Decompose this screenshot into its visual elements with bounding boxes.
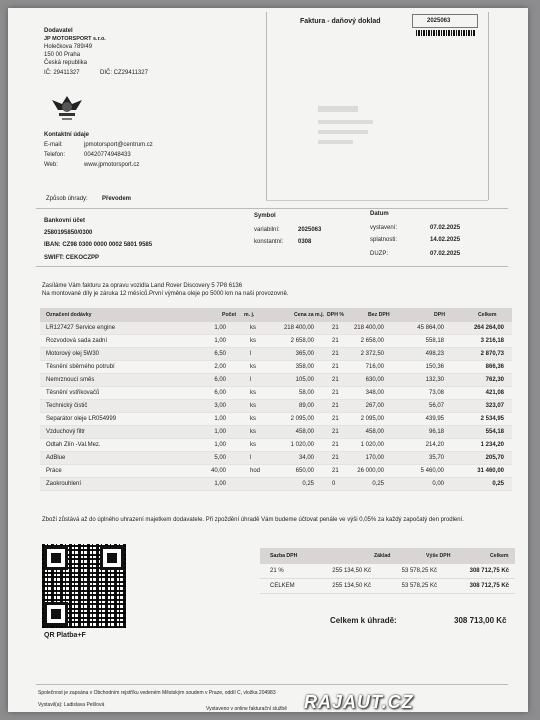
cell-unit: ks <box>250 416 256 422</box>
total-due-label: Celkem k úhradě: <box>330 616 397 625</box>
cell-base: 630,00 <box>365 377 384 383</box>
vat-summary-row <box>260 579 515 594</box>
cell-unit: ks <box>250 442 256 448</box>
supplier-dic: DIČ: CZ29411327 <box>100 70 148 76</box>
cell-vat-pct: 21 <box>332 442 339 448</box>
cell-name: Nemrznoucí směs <box>46 377 95 383</box>
cell-qty: 5,00 <box>214 455 226 461</box>
cell-name: Práce <box>46 468 62 474</box>
due-date-label: splatnosti: <box>370 237 398 243</box>
cell-total: 421,08 <box>485 390 504 396</box>
cell-qty: 1,00 <box>214 325 226 331</box>
vat-summary-body <box>260 564 515 594</box>
cell-name: LR127427 Service engine <box>46 325 116 331</box>
cell-qty: 1,00 <box>214 338 226 344</box>
bank-iban: IBAN: CZ98 0300 0000 0002 5801 9585 <box>44 242 153 248</box>
table-row <box>40 426 512 439</box>
cell-vat-pct: 21 <box>332 429 339 435</box>
cell-name: Těsnění vstřikovačů <box>46 390 100 396</box>
table-row <box>40 439 512 452</box>
cell-vat: 35,70 <box>428 455 444 461</box>
cell-total: 3 216,18 <box>480 338 504 344</box>
ownership-note: Zboží zůstává až do úplného uhrazení majetkem dodavatele. Při zpoždění úhradě Vám budeme účtovat penále ve výši 0,05% za každý započatý den prodlení. <box>42 517 464 523</box>
cell-base: 716,00 <box>365 364 384 370</box>
cell-vat: 214,20 <box>425 442 444 448</box>
vat-summary-header <box>260 548 515 564</box>
total-due-value: 308 713,00 Kč <box>454 616 507 625</box>
cell-name: Zaokrouhlení <box>46 481 82 487</box>
cell-qty: 6,00 <box>214 390 226 396</box>
table-row <box>40 361 512 374</box>
cell-price: 0,25 <box>302 481 314 487</box>
table-row <box>40 452 512 465</box>
table-row <box>40 413 512 426</box>
cell-unit: ks <box>250 403 256 409</box>
col-qty-header: Počet <box>222 312 237 318</box>
cell-base: 2 372,50 <box>360 351 384 357</box>
cell-vat: 73,08 <box>428 390 444 396</box>
cell-price: 2 095,00 <box>290 416 314 422</box>
supplier-city: 150 00 Praha <box>44 52 81 58</box>
cell-name: Těsnění sběrného potrubí <box>46 364 115 370</box>
vat-cell-total: 308 712,75 Kč <box>469 568 509 574</box>
vat-summary-table <box>260 548 515 594</box>
cell-name: Technický čistič <box>46 403 88 409</box>
col-unit-header: m. j. <box>244 312 255 318</box>
vat-cell-rate: CELKEM <box>270 583 295 589</box>
cell-price: 218 400,00 <box>283 325 314 331</box>
contacts-heading: Kontaktní údaje <box>44 132 90 138</box>
cell-total: 554,18 <box>485 429 504 435</box>
supplier-country: Česká republika <box>44 60 88 66</box>
stamp-ghost <box>308 96 378 166</box>
cell-base: 0,25 <box>372 481 384 487</box>
footer-software: Vystaveno v online fakturační službě <box>206 706 287 712</box>
table-row <box>40 465 512 478</box>
cell-vat: 498,23 <box>425 351 444 357</box>
cell-price: 2 658,00 <box>290 338 314 344</box>
cell-qty: 1,00 <box>214 481 226 487</box>
cell-qty: 3,00 <box>214 403 226 409</box>
col-vat-header: DPH <box>434 312 445 318</box>
constant-symbol-label: konstantní: <box>254 239 284 245</box>
footer-issued-by: Vystavil(a): Ladislava Pešlová <box>38 702 105 708</box>
cell-vat-pct: 21 <box>332 390 339 396</box>
cell-price: 1 020,00 <box>290 442 314 448</box>
cell-vat: 0,00 <box>432 481 444 487</box>
cell-unit: ks <box>250 390 256 396</box>
issued-date-value: 07.02.2025 <box>430 225 461 231</box>
supplier-ic: IČ: 29411327 <box>44 70 80 76</box>
cell-total: 0,25 <box>492 481 504 487</box>
cell-qty: 6,00 <box>214 377 226 383</box>
cell-unit: ks <box>250 325 256 331</box>
web-label: Web: <box>44 162 58 168</box>
vat-cell-total: 308 712,75 Kč <box>469 583 509 589</box>
cell-price: 58,00 <box>298 390 314 396</box>
cell-qty: 2,00 <box>214 364 226 370</box>
cell-vat-pct: 21 <box>332 403 339 409</box>
col-vat-pct-header: DPH % <box>327 312 345 318</box>
cell-base: 218 400,00 <box>353 325 384 331</box>
due-date-value: 14.02.2025 <box>430 237 461 243</box>
cell-base: 2 095,00 <box>360 416 384 422</box>
phone-label: Telefon: <box>44 152 66 158</box>
vat-amount-header: Výše DPH <box>426 553 451 559</box>
payment-method-value: Převodem <box>102 196 132 202</box>
duzp-value: 07.02.2025 <box>430 251 461 257</box>
cell-price: 34,00 <box>298 455 314 461</box>
supplier-heading: Dodavatel <box>44 28 73 34</box>
cell-price: 365,00 <box>295 351 314 357</box>
cell-total: 2 870,73 <box>480 351 504 357</box>
cell-name: Vzduchový filtr <box>46 429 86 435</box>
footer-registry: Společnost je zapsána v Obchodním rejstříku vedeném Městským soudem v Praze, oddíl C, vložka 204983 <box>38 690 276 696</box>
invoice-number: 2025063 <box>427 18 451 24</box>
col-total-header: Celkem <box>478 312 497 318</box>
payment-method-label: Způsob úhrady: <box>46 196 88 202</box>
phone-value: 00420774948433 <box>84 152 131 158</box>
cell-qty: 1,00 <box>214 416 226 422</box>
intro-line-1: Zasíláme Vám fakturu za opravu vozidla Land Rover Discovery 5 7P8 6136 <box>42 283 243 289</box>
cell-name: Separátor oleje LR054999 <box>46 416 117 422</box>
vat-rate-header: Sazba DPH <box>270 553 298 559</box>
col-price-header: Cena za m.j. <box>294 312 324 318</box>
cell-vat: 45 864,00 <box>417 325 444 331</box>
cell-vat-pct: 21 <box>332 416 339 422</box>
cell-unit: ks <box>250 364 256 370</box>
cell-name: AdBlue <box>46 455 66 461</box>
duzp-label: DUZP: <box>370 251 388 257</box>
table-row <box>40 400 512 413</box>
cell-vat-pct: 21 <box>332 351 339 357</box>
invoice-page <box>8 8 528 712</box>
table-row <box>40 322 512 335</box>
constant-symbol-value: 0308 <box>298 239 312 245</box>
cell-price: 458,00 <box>295 429 314 435</box>
supplier-street: Holečkova 789/49 <box>44 44 93 50</box>
cell-vat-pct: 21 <box>332 455 339 461</box>
cell-base: 170,00 <box>365 455 384 461</box>
cell-vat-pct: 21 <box>332 325 339 331</box>
vat-cell-vat: 53 578,25 Kč <box>401 568 437 574</box>
cell-vat: 558,18 <box>425 338 444 344</box>
cell-unit: ks <box>250 429 256 435</box>
table-row <box>40 387 512 400</box>
table-row <box>40 478 512 491</box>
supplier-name: JP MOTORSPORT s.r.o. <box>44 36 106 42</box>
vat-total-header: Celkem <box>490 553 509 559</box>
cell-vat: 150,36 <box>425 364 444 370</box>
cell-vat-pct: 21 <box>332 377 339 383</box>
cell-total: 2 534,95 <box>480 416 504 422</box>
cell-qty: 1,00 <box>214 442 226 448</box>
cell-unit: l <box>250 351 252 357</box>
cell-total: 866,36 <box>485 364 504 370</box>
email-label: E-mail: <box>44 142 63 148</box>
cell-price: 358,00 <box>295 364 314 370</box>
cell-qty: 40,00 <box>210 468 226 474</box>
bank-heading: Bankovní účet <box>44 218 86 224</box>
vat-cell-base: 255 134,50 Kč <box>332 568 371 574</box>
cell-vat-pct: 0 <box>332 481 336 487</box>
date-heading: Datum <box>370 211 389 217</box>
cell-price: 89,00 <box>298 403 314 409</box>
cell-vat: 56,07 <box>428 403 444 409</box>
cell-vat: 5 460,00 <box>420 468 444 474</box>
cell-total: 205,70 <box>485 455 504 461</box>
cell-total: 31 460,00 <box>477 468 504 474</box>
items-table-body <box>40 322 512 491</box>
variable-symbol-label: variabilní: <box>254 227 280 233</box>
cell-base: 267,00 <box>365 403 384 409</box>
barcode <box>416 30 476 36</box>
symbol-heading: Symbol <box>254 213 276 219</box>
table-row <box>40 374 512 387</box>
table-row <box>40 335 512 348</box>
cell-name: Motorový olej 5W30 <box>46 351 100 357</box>
vat-cell-base: 255 134,50 Kč <box>332 583 371 589</box>
variable-symbol-value: 2025063 <box>298 227 322 233</box>
items-table <box>40 308 512 491</box>
invoice-title: Faktura - daňový doklad <box>300 18 381 25</box>
cell-total: 323,07 <box>485 403 504 409</box>
cell-vat-pct: 21 <box>332 338 339 344</box>
cell-vat-pct: 21 <box>332 364 339 370</box>
invoice-number-box <box>412 14 478 28</box>
cell-unit: l <box>250 377 252 383</box>
cell-unit: ks <box>250 338 256 344</box>
qr-code <box>42 544 126 628</box>
cell-unit: hod <box>250 468 261 474</box>
web-value[interactable]: www.jpmotorsport.cz <box>84 162 140 168</box>
cell-base: 1 020,00 <box>360 442 384 448</box>
intro-line-2: Na montované díly je záruka 12 měsíců.První výměna oleje po 5000 km na naši provozovně. <box>42 291 289 297</box>
table-row <box>40 348 512 361</box>
watermark: RAJAUT.CZ <box>304 692 414 712</box>
company-logo <box>50 92 84 122</box>
cell-total: 1 234,20 <box>480 442 504 448</box>
cell-vat: 96,18 <box>428 429 444 435</box>
cell-base: 458,00 <box>365 429 384 435</box>
cell-qty: 6,50 <box>214 351 226 357</box>
cell-vat-pct: 21 <box>332 468 339 474</box>
cell-price: 650,00 <box>295 468 314 474</box>
cell-vat: 132,30 <box>425 377 444 383</box>
cell-name: Rozvodová sada zadní <box>46 338 108 344</box>
issued-date-label: vystavení: <box>370 225 398 231</box>
cell-price: 105,00 <box>295 377 314 383</box>
qr-label: QR Platba+F <box>44 632 86 639</box>
bank-account: 2580195850/0300 <box>44 230 93 236</box>
vat-summary-row <box>260 564 515 579</box>
col-name-header: Označení dodávky <box>46 312 92 318</box>
vat-cell-rate: 21 % <box>270 568 284 574</box>
vat-base-header: Základ <box>374 553 391 559</box>
cell-name: Odtah Zlín -Val.Mez. <box>46 442 101 448</box>
email-value[interactable]: jpmotorsport@centrum.cz <box>84 142 153 148</box>
cell-qty: 1,00 <box>214 429 226 435</box>
col-base-header: Bez DPH <box>368 312 390 318</box>
cell-vat: 439,95 <box>425 416 444 422</box>
vat-cell-vat: 53 578,25 Kč <box>401 583 437 589</box>
cell-base: 2 658,00 <box>360 338 384 344</box>
cell-unit: l <box>250 455 252 461</box>
cell-total: 762,30 <box>485 377 504 383</box>
cell-total: 264 264,00 <box>473 325 504 331</box>
cell-base: 26 000,00 <box>357 468 384 474</box>
items-table-header <box>40 308 512 322</box>
cell-base: 348,00 <box>365 390 384 396</box>
bank-swift: SWIFT: CEKOCZPP <box>44 255 99 261</box>
